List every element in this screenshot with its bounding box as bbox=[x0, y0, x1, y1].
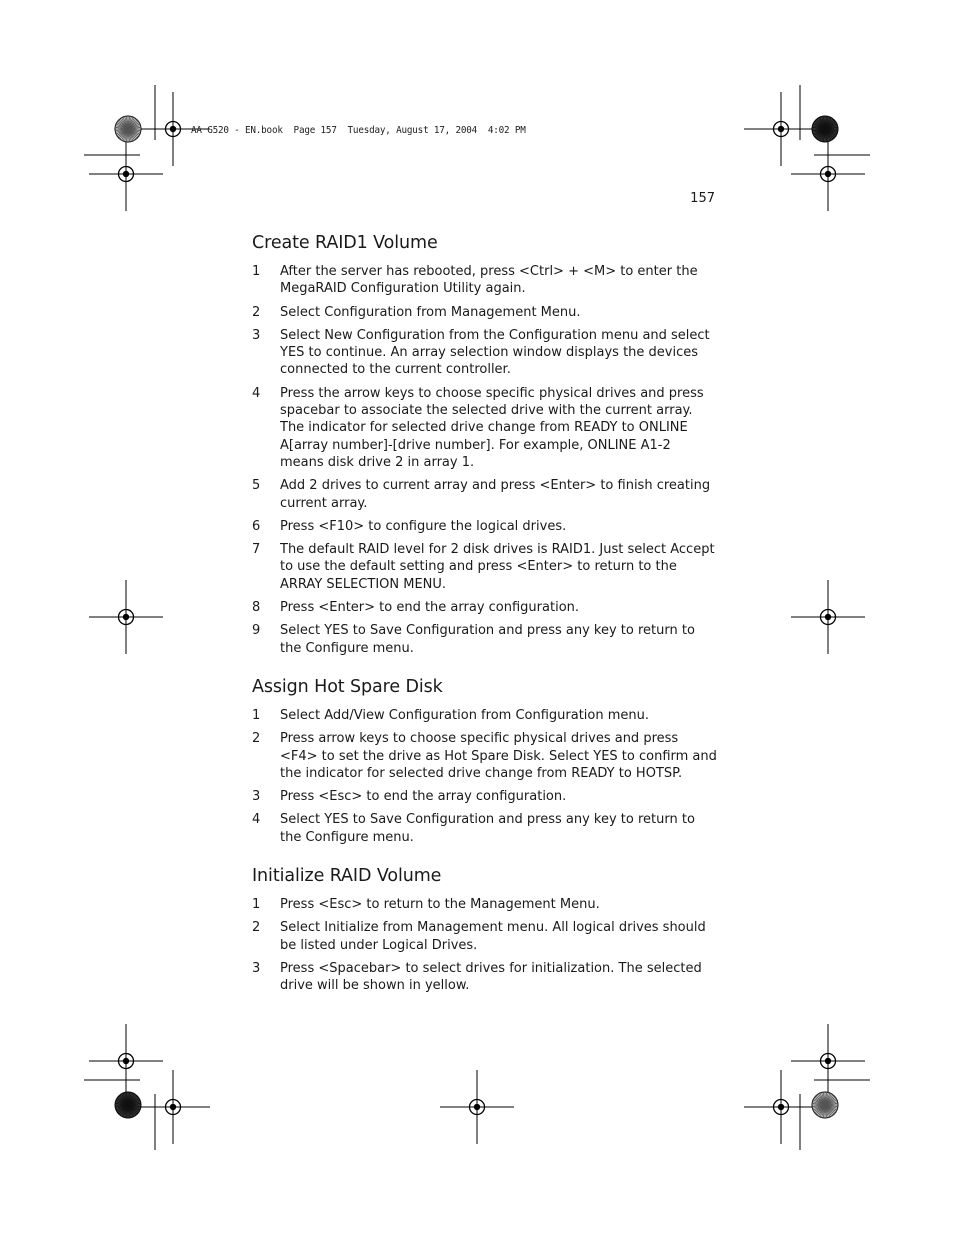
color-target bbox=[812, 116, 838, 142]
step-number: 4 bbox=[252, 812, 261, 828]
step-number: 6 bbox=[252, 518, 261, 534]
list-item bbox=[252, 622, 717, 657]
step-number: 9 bbox=[252, 623, 261, 639]
section-hot-spare bbox=[252, 674, 717, 846]
step-number: 4 bbox=[252, 385, 261, 401]
registration-crosshair bbox=[89, 1024, 163, 1098]
list-item bbox=[252, 707, 717, 724]
step-text: Select Configuration from Management Menu. bbox=[280, 304, 581, 320]
list-item bbox=[252, 327, 717, 379]
section-title: Initialize RAID Volume bbox=[252, 866, 442, 887]
step-text: Select Initialize from Management menu. All logical drives should be listed under Logical Drives. bbox=[280, 920, 706, 953]
color-target bbox=[115, 116, 141, 142]
step-text: After the server has rebooted, press <Ctrl> + <M> to enter the MegaRAID Configuration Utility again. bbox=[280, 264, 698, 297]
step-text: Press <Enter> to end the array configuration. bbox=[280, 600, 580, 616]
list-item bbox=[252, 730, 717, 782]
step-text: Press <Esc> to end the array configuration. bbox=[280, 789, 567, 805]
list-item bbox=[252, 477, 717, 512]
list-item bbox=[252, 541, 717, 593]
list-item bbox=[252, 811, 717, 846]
step-text: Select New Configuration from the Configuration menu and select YES to continue. An array selection window displays the devices connected to the current controller. bbox=[280, 327, 710, 378]
step-number: 2 bbox=[252, 731, 261, 747]
list-item bbox=[252, 385, 717, 471]
step-text: Select YES to Save Configuration and press any key to return to the Configure menu. bbox=[280, 623, 695, 656]
registration-crosshair bbox=[744, 1070, 818, 1144]
section-create-raid1 bbox=[252, 230, 717, 657]
print-header: AA G520 - EN.book Page 157 Tuesday, August 17, 2004 4:02 PM bbox=[191, 125, 526, 136]
step-number: 1 bbox=[252, 707, 261, 723]
registration-crosshair bbox=[791, 580, 865, 654]
registration-crosshair bbox=[136, 1070, 210, 1144]
color-target bbox=[115, 1092, 141, 1118]
step-text: Press <Spacebar> to select drives for initialization. The selected drive will be shown in yellow. bbox=[280, 960, 702, 994]
step-number: 2 bbox=[252, 304, 261, 320]
step-text: The default RAID level for 2 disk drives is RAID1. Just select Accept to use the default setting and press <Enter> to return to the ARRAY SELECTION MENU. bbox=[280, 542, 715, 592]
registration-crosshair bbox=[89, 580, 163, 654]
list-item bbox=[252, 518, 717, 535]
color-target bbox=[812, 1092, 838, 1118]
list-item bbox=[252, 896, 717, 913]
step-number: 3 bbox=[252, 789, 261, 805]
section-initialize bbox=[252, 863, 717, 994]
section-title: Create RAID1 Volume bbox=[252, 233, 438, 253]
step-number: 1 bbox=[252, 897, 261, 913]
list-item bbox=[252, 599, 717, 616]
page-number: 157 bbox=[690, 191, 715, 206]
step-text: Add 2 drives to current array and press <Enter> to finish creating current array. bbox=[280, 478, 711, 511]
list-item bbox=[252, 263, 717, 298]
step-number: 7 bbox=[252, 542, 261, 558]
list-item bbox=[252, 919, 717, 954]
registration-crosshair bbox=[791, 137, 865, 211]
step-number: 1 bbox=[252, 264, 261, 279]
step-text: Press <F10> to configure the logical drives. bbox=[280, 518, 567, 534]
registration-crosshair bbox=[440, 1070, 514, 1144]
step-text: Select Add/View Configuration from Configuration menu. bbox=[280, 707, 650, 723]
step-number: 3 bbox=[252, 960, 261, 976]
step-text: Press the arrow keys to choose specific physical drives and press spacebar to associate the selected drive with the current array. The indicator for selected drive change from READY to ONLINE A[array number]-[drive number]. For example, ONLINE A1-2 means disk drive 2 in array 1. bbox=[280, 385, 704, 470]
step-text: Select YES to Save Configuration and press any key to return to the Configure menu. bbox=[280, 812, 695, 845]
list-item bbox=[252, 788, 717, 805]
page-content bbox=[252, 230, 717, 1012]
step-text: Press <Esc> to return to the Management Menu. bbox=[280, 897, 600, 913]
step-text: Press arrow keys to choose specific physical drives and press <F4> to set the drive as Hot Spare Disk. Select YES to confirm and the indicator for selected drive change from READY to HOTSP. bbox=[280, 731, 717, 781]
section-title: Assign Hot Spare Disk bbox=[252, 676, 443, 697]
step-number: 8 bbox=[252, 600, 261, 616]
registration-crosshair bbox=[89, 137, 163, 211]
step-number: 2 bbox=[252, 920, 261, 936]
list-item bbox=[252, 304, 717, 321]
step-number: 3 bbox=[252, 327, 261, 343]
step-number: 5 bbox=[252, 478, 261, 494]
registration-crosshair bbox=[791, 1024, 865, 1098]
list-item bbox=[252, 960, 717, 995]
registration-crosshair bbox=[744, 92, 818, 166]
